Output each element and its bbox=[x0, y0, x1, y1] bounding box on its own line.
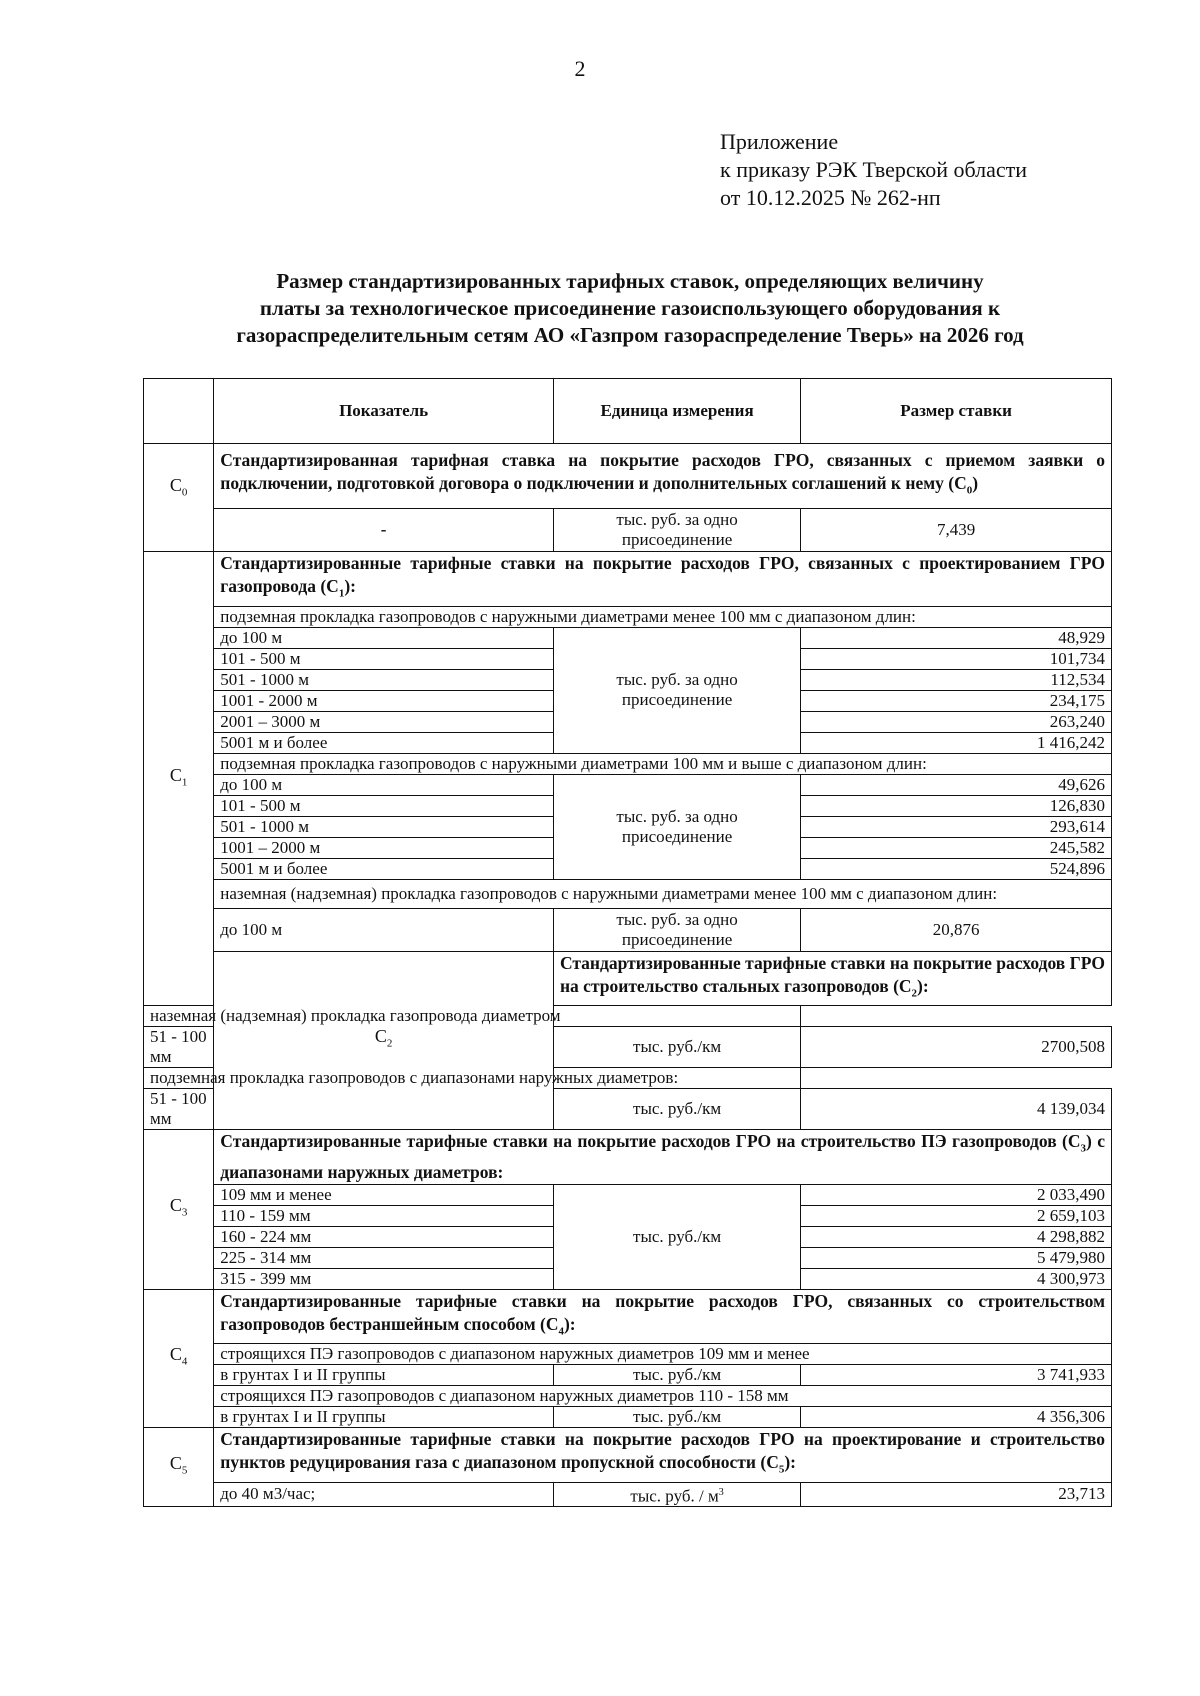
row-label: 160 - 224 мм bbox=[214, 1226, 554, 1247]
row-label: - bbox=[214, 509, 554, 552]
row-label: до 100 м bbox=[214, 908, 554, 951]
code-c0: $C_0$ bbox=[144, 444, 214, 552]
row-value: 3 741,933 bbox=[801, 1365, 1112, 1386]
c1-sub1-title: подземная прокладка газопроводов с наружными диаметрами менее 100 мм с диапазоном длин: bbox=[214, 606, 1112, 627]
row-label: 1001 – 2000 м bbox=[214, 837, 554, 858]
row-label: 5001 м и более bbox=[214, 732, 554, 753]
row-label: 501 - 1000 м bbox=[214, 816, 554, 837]
row-label: 51 - 100 мм bbox=[144, 1089, 214, 1130]
row-label: 315 - 399 мм bbox=[214, 1268, 554, 1289]
rates-table bbox=[143, 378, 1112, 1507]
row-value: 524,896 bbox=[801, 858, 1112, 879]
c2-group-row bbox=[144, 951, 1112, 1006]
row-label: 5001 м и более bbox=[214, 858, 554, 879]
row-label: 1001 - 2000 м bbox=[214, 690, 554, 711]
row-label: до 100 м bbox=[214, 627, 554, 648]
row-unit: тыс. руб./км bbox=[553, 1365, 800, 1386]
row-label: 109 мм и менее bbox=[214, 1184, 554, 1205]
row-value: 49,626 bbox=[801, 774, 1112, 795]
header-code-cell bbox=[144, 379, 214, 444]
code-c5: $C_5$ bbox=[144, 1428, 214, 1507]
c4-subgroup-row bbox=[144, 1344, 1112, 1365]
c4-subgroup-row bbox=[144, 1386, 1112, 1407]
table-row bbox=[144, 1407, 1112, 1428]
c4-group-row bbox=[144, 1289, 1112, 1344]
row-unit: тыс. руб. / $м^3$ bbox=[553, 1482, 800, 1507]
c1-subgroup-row bbox=[144, 606, 1112, 627]
row-value: 7,439 bbox=[801, 509, 1112, 552]
c1-group-title: Стандартизированные тарифные ставки на покрытие расходов ГРО, связанных с проектированием ГРО газопровода $(C_1)$: bbox=[214, 552, 1112, 607]
row-unit: тыс. руб./км bbox=[553, 1184, 800, 1289]
appendix-line: Приложение bbox=[720, 129, 839, 154]
row-value: 23,713 bbox=[801, 1482, 1112, 1507]
header-rate: Размер ставки bbox=[801, 379, 1112, 444]
row-unit: тыс. руб. за одно присоединение bbox=[553, 627, 800, 753]
header-unit: Единица измерения bbox=[553, 379, 800, 444]
row-unit: тыс. руб. за одно присоединение bbox=[553, 908, 800, 951]
row-value: 234,175 bbox=[801, 690, 1112, 711]
table-header-row bbox=[144, 379, 1112, 444]
title-line: платы за технологическое присоединение газоиспользующего оборудования к bbox=[259, 296, 1001, 320]
c2-sub1-title: наземная (надземная) прокладка газопровода диаметром bbox=[144, 1006, 801, 1027]
appendix-block bbox=[720, 128, 1027, 212]
row-value: 293,614 bbox=[801, 816, 1112, 837]
c3-group-row bbox=[144, 1130, 1112, 1185]
row-label: в грунтах I и II группы bbox=[214, 1365, 554, 1386]
c2-subgroup-row bbox=[144, 1068, 1112, 1089]
row-unit: тыс. руб./км bbox=[553, 1027, 800, 1068]
row-value: 263,240 bbox=[801, 711, 1112, 732]
row-value: 20,876 bbox=[801, 908, 1112, 951]
page-number: 2 bbox=[574, 56, 586, 81]
table-row bbox=[144, 908, 1112, 951]
table-row bbox=[144, 1184, 1112, 1205]
table-row bbox=[144, 509, 1112, 552]
row-label: 225 - 314 мм bbox=[214, 1247, 554, 1268]
appendix-line: к приказу РЭК Тверской области bbox=[720, 157, 1028, 182]
row-label: до 100 м bbox=[214, 774, 554, 795]
row-value: 5 479,980 bbox=[801, 1247, 1112, 1268]
row-label: 501 - 1000 м bbox=[214, 669, 554, 690]
row-value: 48,929 bbox=[801, 627, 1112, 648]
row-value: 2700,508 bbox=[801, 1027, 1112, 1068]
title-line: газораспределительным сетям АО «Газпром газораспределение Тверь» на 2026 год bbox=[236, 323, 1024, 347]
c1-group-row bbox=[144, 552, 1112, 607]
table-row bbox=[144, 1482, 1112, 1507]
code-c3: $C_3$ bbox=[144, 1130, 214, 1290]
c5-group-title: Стандартизированные тарифные ставки на покрытие расходов ГРО на проектирование и строительство пунктов редуцирования газа с диапазоном пропускной способности $(C_5)$: bbox=[214, 1428, 1112, 1483]
appendix-line: от 10.12.2025 № 262-нп bbox=[720, 185, 941, 210]
title-line: Размер стандартизированных тарифных ставок, определяющих величину bbox=[276, 269, 984, 293]
table-row bbox=[144, 1365, 1112, 1386]
c2-sub2-title: подземная прокладка газопроводов с диапазонами наружных диаметров: bbox=[144, 1068, 801, 1089]
c1-sub3-title: наземная (надземная) прокладка газопроводов с наружными диаметрами менее 100 мм с диапазоном длин: bbox=[214, 879, 1112, 908]
c4-sub2-title: строящихся ПЭ газопроводов с диапазоном наружных диаметров 110 - 158 мм bbox=[214, 1386, 1112, 1407]
row-value: 2 033,490 bbox=[801, 1184, 1112, 1205]
row-label: 101 - 500 м bbox=[214, 648, 554, 669]
row-value: 112,534 bbox=[801, 669, 1112, 690]
row-value: 4 139,034 bbox=[801, 1089, 1112, 1130]
row-value: 4 356,306 bbox=[801, 1407, 1112, 1428]
row-value: 126,830 bbox=[801, 795, 1112, 816]
c4-sub1-title: строящихся ПЭ газопроводов с диапазоном наружных диаметров 109 мм и менее bbox=[214, 1344, 1112, 1365]
row-value: 1 416,242 bbox=[801, 732, 1112, 753]
row-label: 110 - 159 мм bbox=[214, 1205, 554, 1226]
row-label: 2001 – 3000 м bbox=[214, 711, 554, 732]
row-value: 101,734 bbox=[801, 648, 1112, 669]
table-row bbox=[144, 627, 1112, 648]
c2-subgroup-row bbox=[144, 1006, 1112, 1027]
row-label: до 40 м3/час; bbox=[214, 1482, 554, 1507]
code-c4: $C_4$ bbox=[144, 1289, 214, 1428]
c2-group-title: Стандартизированные тарифные ставки на покрытие расходов ГРО на строительство стальных газопроводов $(C_2)$: bbox=[553, 951, 1111, 1006]
row-value: 4 300,973 bbox=[801, 1268, 1112, 1289]
c5-group-row bbox=[144, 1428, 1112, 1483]
row-unit: тыс. руб. за одно присоединение bbox=[553, 509, 800, 552]
c0-group-title: Стандартизированная тарифная ставка на покрытие расходов ГРО, связанных с приемом заявки о подключении, подготовкой договора о подключении и дополнительных соглашений к нему $(C_0)$ bbox=[214, 444, 1112, 509]
row-unit: тыс. руб./км bbox=[553, 1407, 800, 1428]
row-unit: тыс. руб./км bbox=[553, 1089, 800, 1130]
c0-group-row bbox=[144, 444, 1112, 509]
row-label: в грунтах I и II группы bbox=[214, 1407, 554, 1428]
code-c1: $C_1$ bbox=[144, 552, 214, 1006]
row-value: 245,582 bbox=[801, 837, 1112, 858]
c1-sub2-title: подземная прокладка газопроводов с наружными диаметрами 100 мм и выше с диапазоном длин: bbox=[214, 753, 1112, 774]
c1-subgroup-row bbox=[144, 879, 1112, 908]
c3-group-title: Стандартизированные тарифные ставки на покрытие расходов ГРО на строительство ПЭ газопроводов $(C_3)$ с диапазонами наружных диаметров: bbox=[214, 1130, 1112, 1185]
row-label: 101 - 500 м bbox=[214, 795, 554, 816]
row-value: 4 298,882 bbox=[801, 1226, 1112, 1247]
c4-group-title: Стандартизированные тарифные ставки на покрытие расходов ГРО, связанных со строительством газопроводов бестраншейным способом $(C_4)$: bbox=[214, 1289, 1112, 1344]
document-title bbox=[150, 268, 1110, 349]
header-indicator: Показатель bbox=[214, 379, 554, 444]
row-label: 51 - 100 мм bbox=[144, 1027, 214, 1068]
row-value: 2 659,103 bbox=[801, 1205, 1112, 1226]
table-row bbox=[144, 774, 1112, 795]
code-c2: $C_2$ bbox=[214, 951, 554, 1130]
row-unit: тыс. руб. за одно присоединение bbox=[553, 774, 800, 879]
c1-subgroup-row bbox=[144, 753, 1112, 774]
